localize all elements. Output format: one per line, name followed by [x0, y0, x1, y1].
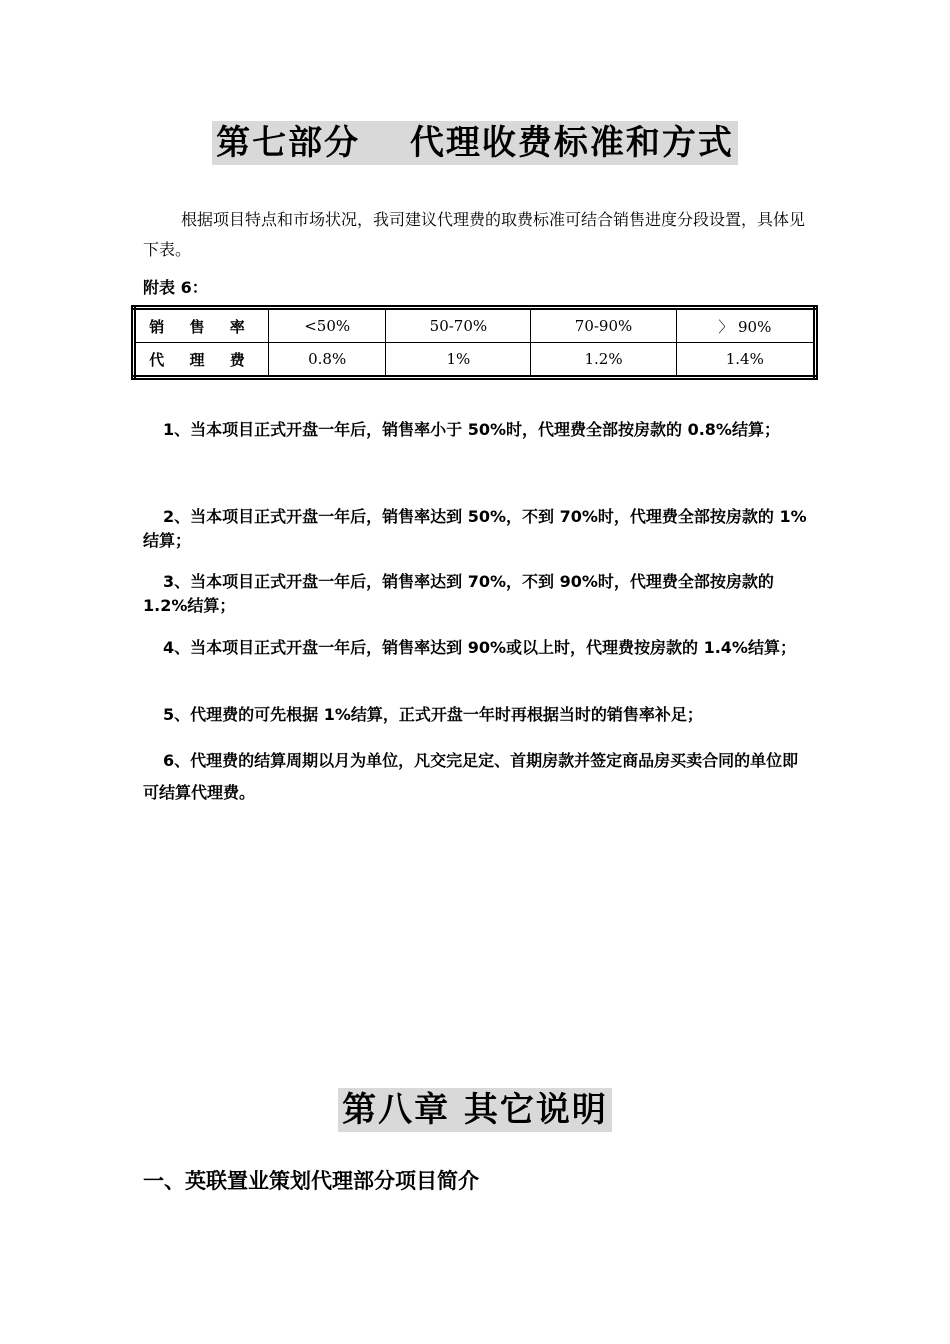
table-cell: 1.4%	[676, 343, 815, 378]
rule-item: 2、当本项目正式开盘一年后，销售率达到 50%，不到 70%时，代理费全部按房款的 1%结算；	[143, 507, 807, 550]
table-cell: 50-70%	[386, 308, 531, 343]
table-cell: 1.2%	[531, 343, 676, 378]
fee-table	[131, 305, 818, 380]
row-header: 代 理 费	[134, 343, 269, 378]
rule-item: 1、当本项目正式开盘一年后，销售率小于 50%时，代理费全部按房款的 0.8%结算；	[163, 420, 780, 439]
table-cell: <50%	[269, 308, 386, 343]
rule-item: 4、当本项目正式开盘一年后，销售率达到 90%或以上时，代理费按房款的 1.4%结算；	[163, 638, 796, 657]
table-cell: 70-90%	[531, 308, 676, 343]
table-cell: 〉 90%	[676, 308, 815, 343]
subsection-title: 一、英联置业策划代理部分项目简介	[143, 1169, 479, 1193]
rule-item: 5、代理费的可先根据 1%结算，正式开盘一年时再根据当时的销售率补足；	[163, 705, 703, 724]
rule-item: 3、当本项目正式开盘一年后，销售率达到 70%，不到 90%时，代理费全部按房款的 1.2%结算；	[143, 572, 774, 615]
rule-item: 6、代理费的结算周期以月为单位，凡交完足定、首期房款并签定商品房买卖合同的单位即可结算代理费。	[143, 751, 799, 802]
section-title	[0, 115, 950, 164]
table-row	[134, 308, 816, 343]
table-row	[134, 343, 816, 378]
intro-paragraph: 根据项目特点和市场状况，我司建议代理费的取费标准可结合销售进度分段设置，具体见下表。	[143, 210, 806, 259]
section-title-text: 第七部分 代理收费标准和方式	[212, 121, 738, 165]
table-caption: 附表 6：	[143, 278, 208, 297]
chapter-title-text: 第八章 其它说明	[338, 1088, 612, 1132]
chapter-title	[0, 1082, 950, 1131]
row-header: 销 售 率	[134, 308, 269, 343]
table-cell: 1%	[386, 343, 531, 378]
table-cell: 0.8%	[269, 343, 386, 378]
